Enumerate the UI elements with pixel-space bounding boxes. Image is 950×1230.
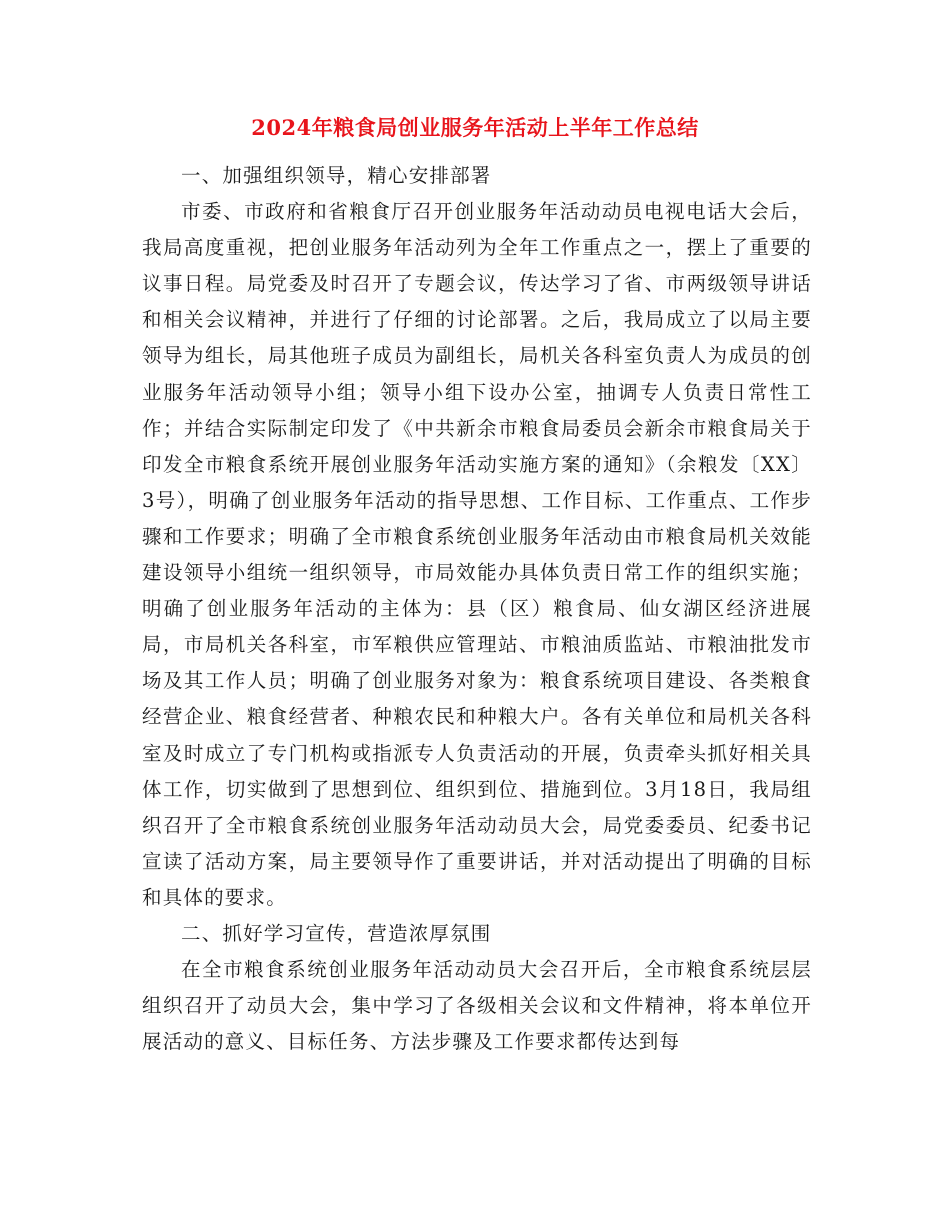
- section-heading: 一、加强组织领导，精心安排部署: [181, 164, 492, 187]
- section-paragraph: 市委、市政府和省粮食厅召开创业服务年活动动员电视电话大会后，我局高度重视，把创业服务年活动列为全年工作重点之一，摆上了重要的议事日程。局党委及时召开了专题会议，传达学习了省、市两级领导讲话和相关会议精神，并进行了仔细的讨论部署。之后，我局成立了以局主要领导为组长，局其他班子成员为副组长，局机关各科室负责人为成员的创业服务年活动领导小组；领导小组下设办公室，抽调专人负责日常性工作；并结合实际制定印发了《中共新余市粮食局委员会新余市粮食局关于印发全市粮食系统开展创业服务年活动实施方案的通知》（余粮发〔XX〕3号），明确了创业服务年活动的指导思想、工作目标、工作重点、工作步骤和工作要求；明确了全市粮食系统创业服务年活动由市粮食局机关效能建设领导小组统一组织领导，市局效能办具体负责日常工作的组织实施；明确了创业服务年活动的主体为：县（区）粮食局、仙女湖区经济进展局，市局机关各科室，市军粮供应管理站、市粮油质监站、市粮油批发市场及其工作人员；明确了创业服务对象为：粮食系统项目建设、各类粮食经营企业、粮食经营者、种粮农民和种粮大户。各有关单位和局机关各科室及时成立了专门机构或指派专人负责活动的开展，负责牵头抓好相关具体工作，切实做到了思想到位、组织到位、措施到位。3月18日，我局组织召开了全市粮食系统创业服务年活动动员大会，局党委委员、纪委书记宣读了活动方案，局主要领导作了重要讲话，并对活动提出了明确的目标和具体的要求。: [142, 200, 812, 909]
- document-body: [142, 158, 812, 1060]
- section-paragraph: 在全市粮食系统创业服务年活动动员大会召开后，全市粮食系统层层组织召开了动员大会，集中学习了各级相关会议和文件精神，将本单位开展活动的意义、目标任务、方法步骤及工作要求都传达到每: [142, 958, 812, 1054]
- document-title: 2024年粮食局创业服务年活动上半年工作总结: [251, 115, 699, 140]
- section-heading: 二、抓好学习宣传，营造浓厚氛围: [181, 921, 492, 945]
